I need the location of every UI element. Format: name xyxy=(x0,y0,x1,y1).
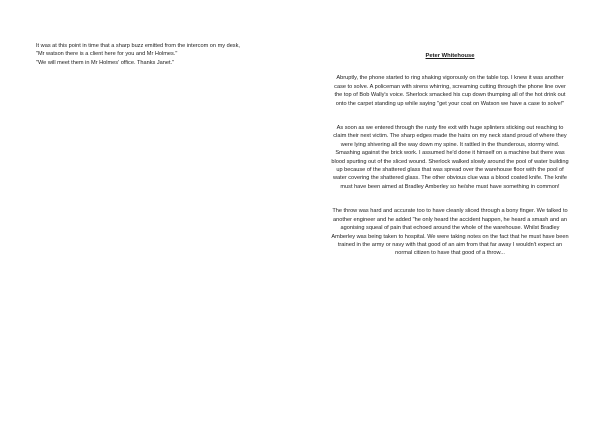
story-author-title: Peter Whitehouse xyxy=(425,53,475,59)
left-page-line-3: "We will meet them in Mr Holmes' office. Thanks Janet." xyxy=(36,59,175,66)
left-page-line-1: It was at this point in time that a sharp buzz emitted from the intercom on my desk, xyxy=(36,43,240,49)
story-paragraph-2: As soon as we entered through the rusty fire exit with huge splinters sticking out reaching to claim their next victim. The sharp edges made the hairs on my neck stand proud of where they were lying shivering all the way down my spine. It rattled in the thunderous, stormy wind. Smashing against the brick work. I assumed he'd done it himself on a machine but there was blood spurting out of the sliced wound. Sherlock walked slowly around the pool of water building up because of the shattered glass that was spread over the warehouse floor with the pool of water covering the shattered glass. The other obvious clue was a blood coated knife. The knife must have been aimed at Bradley Amberley so he/she must have something in common! xyxy=(331,125,569,190)
right-page xyxy=(330,52,570,274)
left-page xyxy=(36,42,286,67)
story-paragraph-3: The throw was hard and accurate too to have cleanly sliced through a bony finger. We talked to another engineer and he added "he only heard the accident happen, he heard a smash and an agonising squeal of pain that echoed around the whole of the warehouse. Whilst Bradley Amberley was being taken to hospital. We were taking notes on the fact that he must have been trained in the army or navy with that good of an aim from that far away I wouldn't expect an normal citizen to have that good of a throw... xyxy=(331,208,569,257)
story-paragraph-1: Abruptly, the phone started to ring shaking vigorously on the table top. I knew it was another case to solve. A policeman with sirens whirring, screaming cutting through the phone line over the top of Bob Wally's voice. Sherlock smacked his cup down thumping all of the hot drink out onto the carpet standing up while saying "get your coat on Watson we have a case to solve!" xyxy=(334,75,566,107)
left-page-line-2: "Mr watson there is a client here for you and Mr Holmes." xyxy=(36,51,178,58)
